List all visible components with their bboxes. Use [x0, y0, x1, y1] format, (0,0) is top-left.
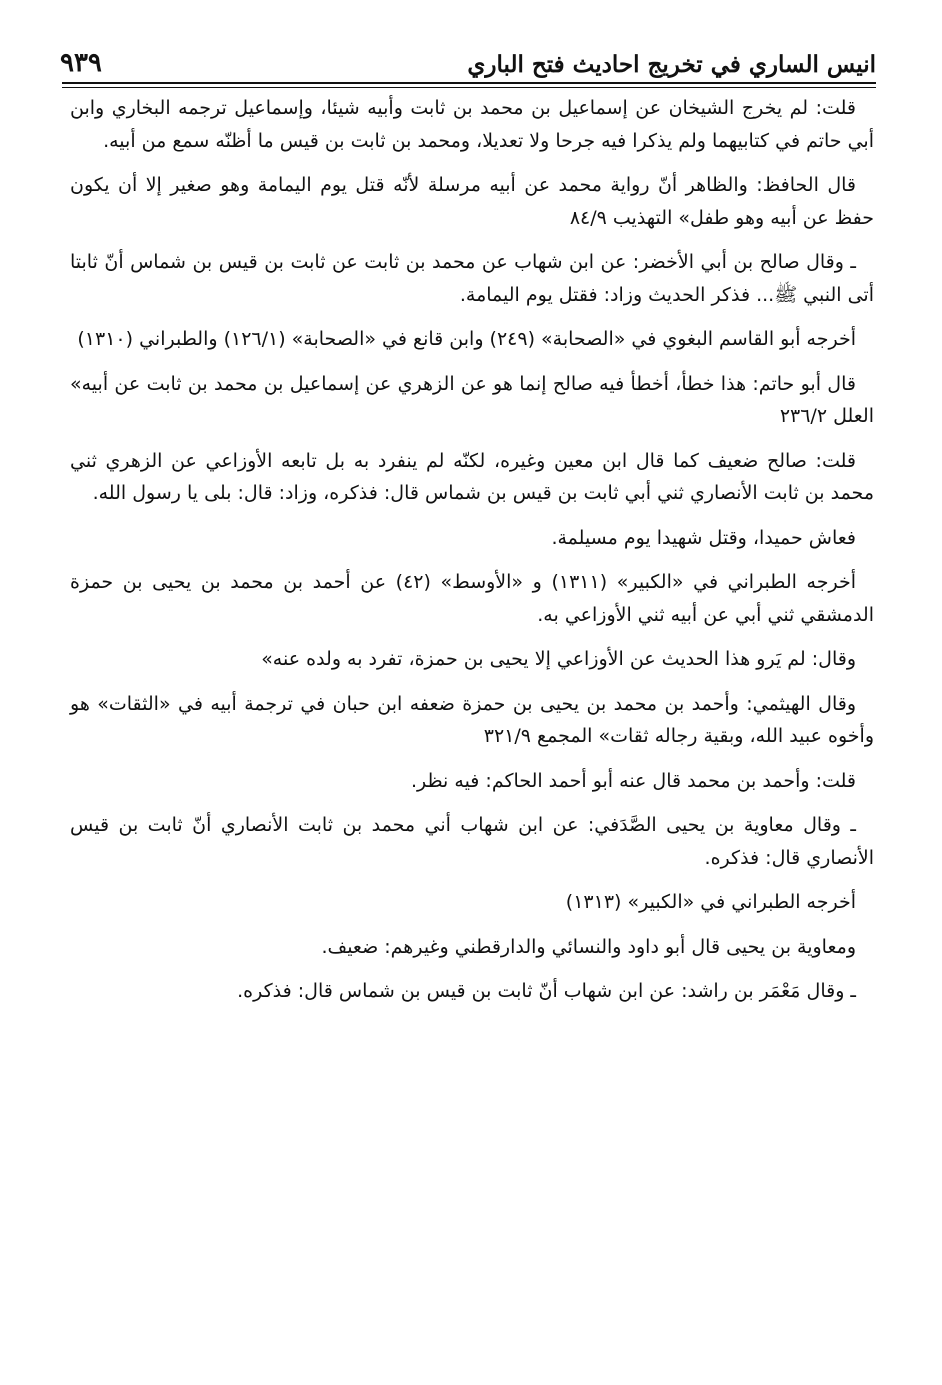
paragraph: ومعاوية بن يحيى قال أبو داود والنسائي والدارقطني وغيرهم: ضعيف.: [321, 935, 856, 958]
paragraph: قال الحافظ: والظاهر أنّ رواية محمد عن أبيه مرسلة لأنّه قتل يوم اليمامة وهو صغير إلا أن يكون حفظ عن أبيه وهو طفل» التهذيب ٨٤/٩: [70, 174, 874, 229]
header-rule: [62, 82, 876, 88]
paragraph: قلت: لم يخرج الشيخان عن إسماعيل بن محمد بن ثابت وأبيه شيئا، وإسماعيل ترجمه البخاري وابن أبي حاتم في كتابيهما ولم يذكرا فيه جرحا ولا تعديلا، ومحمد بن ثابت بن قيس ما أظنّه سمع من أبيه.: [70, 97, 874, 152]
page-header: [60, 36, 876, 78]
paragraph: وقال: لم يَرو هذا الحديث عن الأوزاعي إلا يحيى بن حمزة، تفرد به ولده عنه»: [261, 648, 856, 670]
paragraph: قلت: صالح ضعيف كما قال ابن معين وغيره، لكنّه لم ينفرد به بل تابعه الأوزاعي عن الزهري ثني محمد بن ثابت الأنصاري ثني أبي ثابت بن قيس بن شماس قال: فذكره، وزاد: قال: بلى يا رسول الله.: [70, 449, 874, 504]
paragraph: قلت: وأحمد بن محمد قال عنه أبو أحمد الحاكم: فيه نظر.: [410, 769, 856, 792]
paragraph: ـ وقال صالح بن أبي الأخضر: عن ابن شهاب عن محمد بن ثابت عن ثابت بن قيس بن شماس أنّ ثابتا أتى النبي ﷺ... فذكر الحديث وزاد: فقتل يوم اليمامة.: [70, 251, 874, 306]
page-body: [70, 92, 874, 1020]
paragraph: ـ وقال معاوية بن يحيى الصَّدَفي: عن ابن شهاب أني محمد بن ثابت الأنصاري أنّ ثابت بن قيس الأنصاري قال: فذكره.: [70, 814, 874, 869]
page-number: ٩٣٩: [60, 48, 102, 78]
paragraph: أخرجه الطبراني في «الكبير» (١٣١١) و «الأوسط» (٤٢) عن أحمد بن محمد بن يحيى بن حمزة الدمشقي ثني أبي عن أبيه ثني الأوزاعي به.: [70, 571, 874, 626]
paragraph: ـ وقال مَعْمَر بن راشد: عن ابن شهاب أنّ ثابت بن قيس بن شماس قال: فذكره.: [237, 980, 856, 1002]
paragraph: فعاش حميدا، وقتل شهيدا يوم مسيلمة.: [551, 526, 856, 549]
paragraph: وقال الهيثمي: وأحمد بن محمد بن يحيى بن حمزة ضعفه ابن حبان في ترجمة أبيه في «الثقات» هو وأخوه عبيد الله، وبقية رجاله ثقات» المجمع ٣٢١/٩: [70, 692, 874, 747]
paragraph: أخرجه الطبراني في «الكبير» (١٣١٣): [565, 891, 856, 913]
paragraph: أخرجه أبو القاسم البغوي في «الصحابة» (٢٤٩) وابن قانع في «الصحابة» (١٢٦/١) والطبراني (١٣١٠): [77, 328, 856, 350]
paragraph: قال أبو حاتم: هذا خطأ، أخطأ فيه صالح إنما هو عن الزهري عن إسماعيل بن محمد بن ثابت عن أبيه» العلل ٢٣٦/٢: [70, 372, 874, 427]
running-title: انيس الساري في تخريج احاديث فتح الباري: [467, 51, 876, 78]
